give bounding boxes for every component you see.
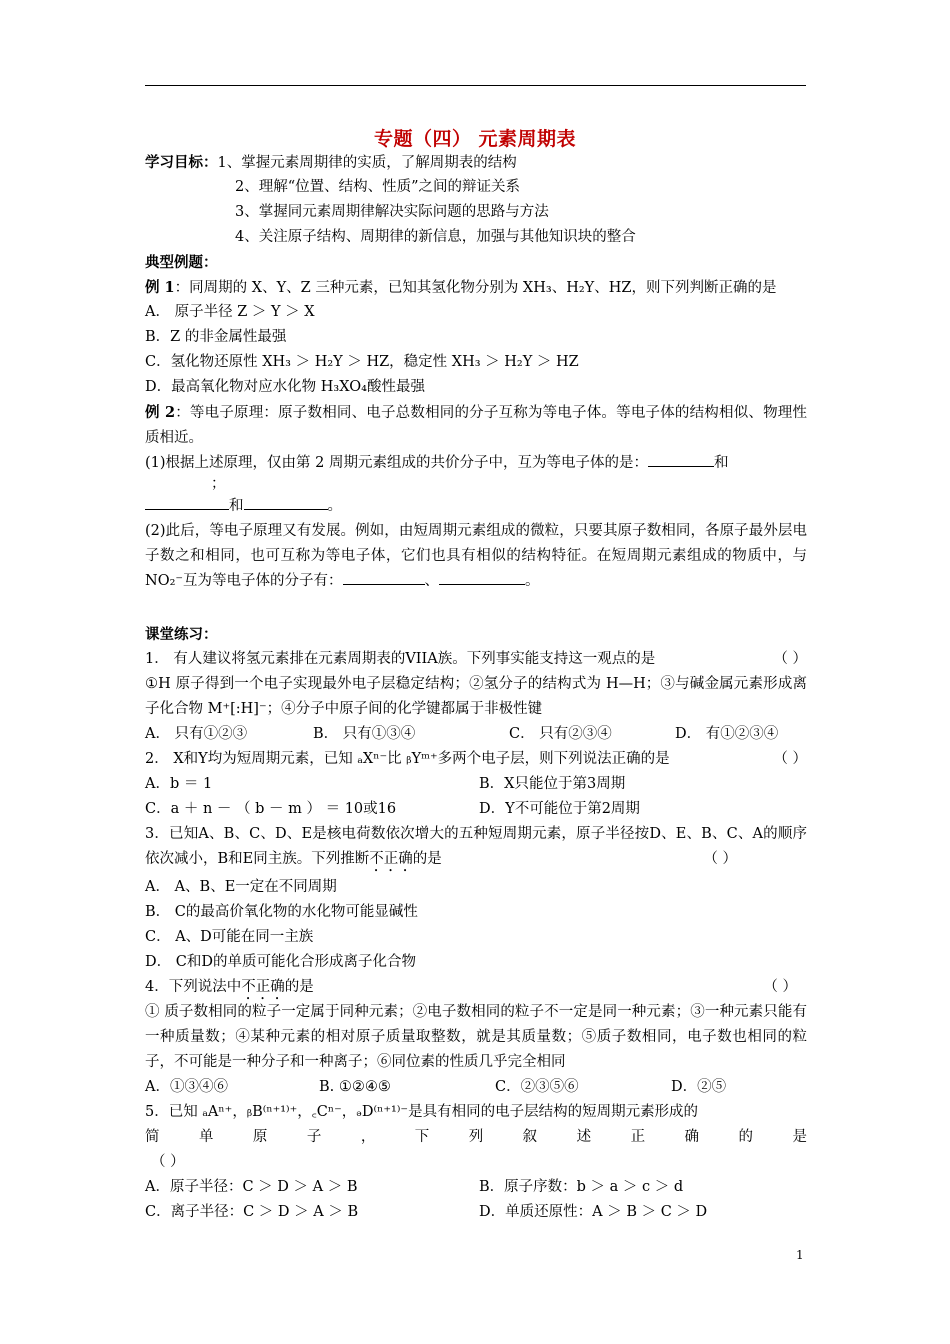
q5-spread-char: 单 (198, 1129, 214, 1145)
answer-paren[interactable]: （ ） (773, 651, 807, 667)
ex2-label: 例 2 (145, 404, 176, 421)
ex1-stem (145, 275, 807, 300)
q5-stem: 5．已知 ₐAⁿ⁺，ᵦB⁽ⁿ⁺¹⁾⁺，꜀Cⁿ⁻，ₔD⁽ⁿ⁺¹⁾⁻是具有相同的电子层结构的短周期元素形成的 (145, 1104, 699, 1120)
option: B． 只有①③④ (313, 726, 416, 742)
ex2-q1-and: 和 (713, 455, 729, 471)
q5-spread-line (145, 1125, 807, 1150)
option: D．Y不可能位于第2周期 (479, 801, 640, 817)
ex2-q2-text: (2)此后，等电子原理又有发展。例如，由短周期元素组成的微粒，只要其原子数相同，各原子最外层电子数之和相同，也可互称为等电子体，它们也具有相似的结构特征。在短周期元素组成的物质中，与 NO₂⁻互为等电子体的分子有： (145, 523, 807, 589)
q1-stem (145, 647, 807, 672)
q5-spread-char: ， (360, 1129, 376, 1145)
goal-item: 1、掌握元素周期律的实质，了解周期表的结构 (217, 155, 517, 171)
goal-item: 2、理解“位置、结构、性质”之间的辩证关系 (235, 179, 521, 195)
q5-options-row (145, 1200, 807, 1225)
option: A． 只有①②③ (145, 726, 248, 742)
option: C．离子半径：C ＞ D ＞ A ＞ B (145, 1204, 359, 1220)
option: D．单质还原性：A ＞ B ＞ C ＞ D (479, 1204, 708, 1220)
q2-stem-text: 2． X和Y均为短周期元素，已知 ₐXⁿ⁻比 ᵦYᵐ⁺多两个电子层，则下列说法正确的是 (145, 751, 670, 767)
q2-stem (145, 747, 807, 772)
ex1-stem-text: ：同周期的 X、Y、Z 三种元素，已知其氢化物分别为 XH₃、H₂Y、HZ，则下列判断正确的是 (174, 280, 777, 296)
ex2-q2 (145, 519, 807, 594)
answer-blank[interactable] (145, 495, 229, 510)
option: D．②⑤ (671, 1079, 727, 1095)
goals-label: 学习目标： (145, 154, 218, 171)
answer-paren[interactable]: （ ） (151, 1154, 185, 1170)
ex2-stem-text: ：等电子原理：原子数相同、电子总数相同的分子互称为等电子体。等电子体的结构相似、物理性质相近。 (145, 405, 807, 446)
goal-item: 3、掌握同元素周期律解决实际问题的思路与方法 (235, 204, 549, 220)
answer-blank[interactable] (343, 570, 425, 585)
q5-spread-char: 叙 (522, 1129, 538, 1145)
q5-spread-char: 原 (252, 1129, 268, 1145)
examples-heading: 典型例题： (145, 254, 218, 271)
option: B. ①②④⑤ (319, 1079, 391, 1095)
goal-item: 4、关注原子结构、周期律的新信息，加强与其他知识块的整合 (235, 229, 636, 245)
q4-options (145, 1075, 807, 1100)
answer-paren[interactable]: （ ） (763, 979, 797, 995)
ex2-q1-and2: 和 (229, 498, 244, 514)
ex1-option: A． 原子半径 Z ＞ Y ＞ X (145, 304, 315, 320)
option: B．原子序数：b ＞ a ＞ c ＞ d (479, 1179, 684, 1195)
q4-stem-text: 4．下列说法中 (145, 979, 242, 995)
option: C． 只有②③④ (509, 726, 612, 742)
option: A．b ＝ 1 (145, 776, 213, 792)
q4-emphasis: 不正确 (241, 979, 285, 995)
option: C．a ＋ n － （ b － m ） ＝ 10或16 (145, 801, 397, 817)
q5-spread-char: 下 (414, 1129, 430, 1145)
answer-blank[interactable] (244, 495, 328, 510)
option: D． C和D的单质可能化合形成离子化合物 (145, 954, 416, 970)
option: C．②③⑤⑥ (495, 1079, 579, 1095)
answer-blank[interactable] (439, 570, 525, 585)
q5-spread-char: 确 (684, 1129, 700, 1145)
q2-options-row (145, 772, 807, 797)
ex1-option: B．Z 的非金属性最强 (145, 329, 287, 345)
q4-stem-end: 的是 (284, 979, 314, 995)
page-number: 1 (796, 1248, 804, 1262)
q1-options (145, 722, 807, 747)
option: D． 有①②③④ (675, 726, 779, 742)
q3-emphasis: 不正确 (369, 851, 413, 867)
q5-spread-char: 子 (306, 1129, 322, 1145)
q4-stem (145, 975, 807, 1000)
document-body (145, 150, 807, 1225)
ex2-q2-end: 。 (525, 573, 540, 589)
q4-body: ① 质子数相同的粒子一定属于同种元素；②电子数相同的粒子不一定是同一种元素；③一种元素只能有一种质量数；④某种元素的相对原子质量取整数，就是其质量数；⑤质子数相同，电子数也相同的粒子，不可能是一种分子和一种离子；⑥同位素的性质几乎完全相同 (145, 1004, 807, 1070)
header-rule (145, 85, 806, 86)
option: C． A、D可能在同一主族 (145, 929, 314, 945)
option: A． A、B、E一定在不同周期 (145, 879, 337, 895)
ex2-q1-text: (1)根据上述原理，仅由第 2 周期元素组成的共价分子中，互为等电子体的是： (145, 455, 648, 471)
option: B． C的最高价氧化物的水化物可能显碱性 (145, 904, 418, 920)
q2-options-row (145, 797, 807, 822)
ex1-label: 例 1 (145, 279, 175, 296)
ex2-q2-sep: 、 (424, 573, 440, 589)
q5-spread-char: 正 (630, 1129, 646, 1145)
option: A．原子半径：C ＞ D ＞ A ＞ B (145, 1179, 358, 1195)
q5-options-row (145, 1175, 807, 1200)
answer-paren[interactable]: （ ） (703, 851, 737, 867)
q3-stem (145, 822, 807, 875)
ex2-stem (145, 400, 807, 451)
q5-spread-char: 简 (145, 1129, 160, 1145)
option: B．X只能位于第3周期 (479, 776, 626, 792)
q5-spread-char: 列 (468, 1129, 484, 1145)
q1-body: ①H 原子得到一个电子实现最外电子层稳定结构；②氢分子的结构式为 H—H；③与碱金属元素形成离子化合物 M⁺[:H]⁻；④分子中原子间的化学键都属于非极性键 (145, 676, 807, 717)
page-title: 专题（四） 元素周期表 (373, 128, 577, 150)
q5-spread-char: 是 (792, 1129, 807, 1145)
q3-stem-end: 的是 (412, 851, 442, 867)
ex2-q1-end: 。 (327, 498, 342, 514)
goal-line-1 (145, 150, 807, 175)
q5-spread-char: 述 (576, 1129, 592, 1145)
ex2-q1 (145, 451, 807, 476)
answer-blank[interactable] (648, 452, 714, 467)
ex1-option: C．氢化物还原性 XH₃ ＞ H₂Y ＞ HZ，稳定性 XH₃ ＞ H₂Y ＞ HZ (145, 354, 579, 370)
q5-spread-char: 的 (738, 1129, 753, 1145)
practice-heading: 课堂练习： (145, 626, 218, 643)
q1-stem-text: 1． 有人建议将氢元素排在元素周期表的VIIA族。下列事实能支持这一观点的是 (145, 651, 656, 667)
ex1-option: D．最高氧化物对应水化物 H₃XO₄酸性最强 (145, 379, 425, 395)
ex2-q1-cont (145, 494, 807, 519)
option: A．①③④⑥ (145, 1079, 228, 1095)
answer-paren[interactable]: （ ） (773, 751, 807, 767)
ex2-q1-semi: ； (211, 476, 226, 492)
q3-stem-text: 3．已知A、B、C、D、E是核电荷数依次增大的五种短周期元素，原子半径按D、E、B、C、A的顺序依次减小，B和E同主族。下列推断 (145, 826, 807, 867)
